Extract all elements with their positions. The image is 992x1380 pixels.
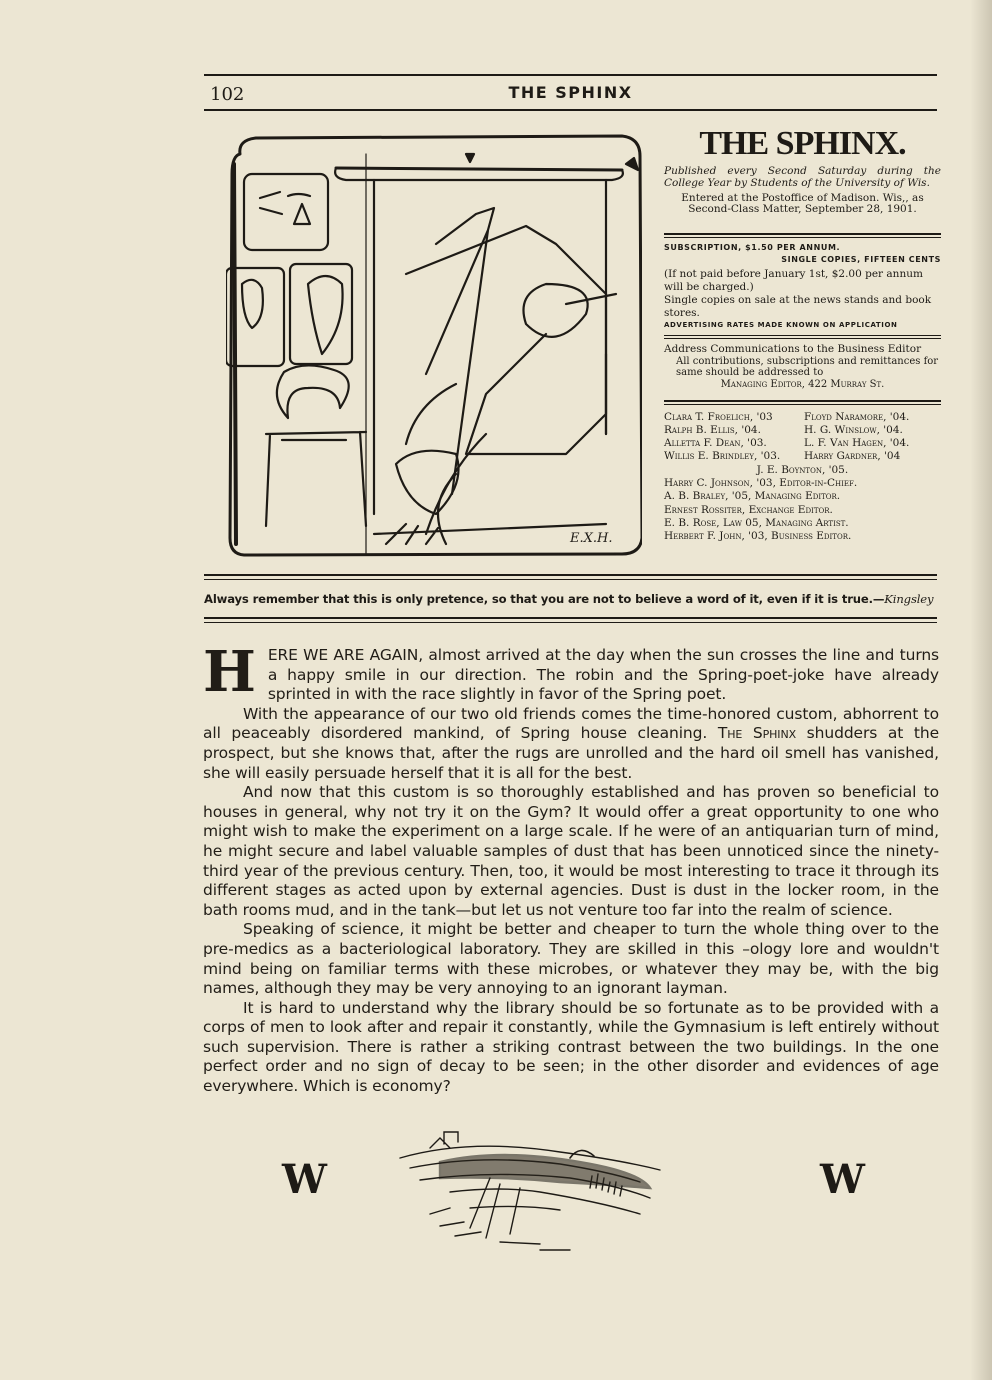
paragraph: Speaking of science, it might be better and cheaper to turn the whole thing over to the pre-medics as a bacteriological laboratory. They are skilled in this –ology lore and wouldn't mind being on familiar terms with these microbes, or whatever they may be, with the big names, although they may be very annoying to an ignorant layman. bbox=[203, 920, 939, 998]
editorial-article bbox=[203, 639, 940, 1097]
staff-line: Harry C. Johnson, '03, Editor-in-Chief. bbox=[664, 476, 858, 489]
running-header bbox=[204, 82, 937, 106]
publication-note: Published every Second Saturday during the College Year by Students of the University of Wis. bbox=[664, 165, 941, 189]
drop-cap: H bbox=[203, 639, 256, 705]
page-number: 102 bbox=[210, 84, 245, 105]
header-top-rule bbox=[204, 74, 937, 76]
motto-bottom-rule bbox=[204, 617, 937, 619]
running-title: THE SPHINX bbox=[508, 83, 633, 102]
late-payment-note: (If not paid before January 1st, $2.00 per annum will be charged.) bbox=[664, 267, 923, 293]
motto-top-rule bbox=[204, 574, 937, 576]
contributions-note: All contributions, subscriptions and remittances for same should be addressed to bbox=[676, 356, 939, 378]
header-bottom-rule bbox=[204, 109, 937, 111]
staff-line: Ernest Rossiter, Exchange Editor. bbox=[664, 503, 833, 516]
paragraph-lead: ERE WE ARE AGAIN, bbox=[267, 646, 424, 664]
managing-editor-address: Managing Editor, 422 Murray St. bbox=[720, 379, 885, 390]
staff-line: E. B. Rose, Law 05, Managing Artist. bbox=[664, 516, 849, 529]
single-copies-rate: SINGLE COPIES, FIFTEEN CENTS bbox=[781, 254, 941, 264]
motto-author: Kingsley bbox=[884, 592, 934, 606]
entered-note bbox=[664, 193, 941, 215]
paragraph bbox=[203, 639, 940, 705]
paragraph-text: almost arrived at the day when the sun crosses the line and turns a happy smile in our direction. The robin and the Spring-poet-joke have already sprinted in with the race slightly in favor of the Spring poet. bbox=[267, 646, 940, 704]
masthead-rule bbox=[664, 335, 941, 337]
sphinx-illustration bbox=[226, 134, 642, 558]
staff-row: Ralph B. Ellis, '04. H. G. Winslow, '04. bbox=[664, 423, 903, 436]
masthead-rule bbox=[664, 338, 941, 339]
footer-letter-right: W bbox=[820, 1156, 865, 1203]
masthead-rule bbox=[664, 233, 941, 235]
paragraph: It is hard to understand why the library should be so fortunate as to be provided with a corps of men to look after and repair it constantly, while the Gymnasium is left entirely without such supervision. There is rather a striking contrast between the two buildings. In the one perfect order and no sign of decay to be seen; in the other disorder and evidences of age everywhere. Which is economy? bbox=[203, 998, 939, 1096]
masthead-rule bbox=[664, 404, 941, 405]
sphinx-name: The Sphinx bbox=[717, 724, 797, 743]
entered-line-1: Entered at the Postoffice of Madison. Wis,, as bbox=[681, 192, 924, 204]
footer-letter-left: W bbox=[282, 1156, 327, 1203]
address-note: Address Communications to the Business Editor bbox=[664, 343, 922, 355]
motto bbox=[204, 592, 937, 606]
staff-list bbox=[664, 411, 941, 544]
advertising-note: ADVERTISING RATES MADE KNOWN ON APPLICATION bbox=[664, 320, 898, 329]
staff-row: Willis E. Brindley, '03. Harry Gardner, '04 bbox=[664, 450, 901, 463]
staff-line: Herbert F. John, '03, Business Editor. bbox=[664, 530, 852, 543]
masthead-rule bbox=[664, 400, 941, 402]
staff-line: A. B. Braley, '05, Managing Editor. bbox=[664, 490, 841, 503]
staff-row: Alletta F. Dean, '03. L. F. Van Hagen, '04. bbox=[664, 437, 910, 450]
motto-top-rule bbox=[204, 579, 937, 580]
motto-bottom-rule bbox=[204, 622, 937, 623]
paragraph: With the appearance of our two old friends comes the time-honored custom, abhorrent to all peaceably disordered mankind, of Spring house cleaning. The Sphinx shudders at the prospect, but she knows that, after the rugs are unrolled and the hard oil smell has vanished, she will easily persuade herself that it is all for the best. bbox=[203, 704, 940, 782]
paragraph: And now that this custom is so thoroughly established and has proven so beneficial to houses in general, why not try it on the Gym? It would offer a great opportunity to one who might wish to make the experiment on a large scale. If he were of an antiquarian turn of mind, he might secure and label valuable samples of dust that has been unnoticed since the ninety-third year of the previous century. Then, too, it would be most interesting to trace it through its different stages as acted upon by external agencies. Dust is dust in the locker room, in the bath rooms mud, and in the tank—but let us not venture too far into the realm of science. bbox=[203, 783, 939, 919]
subscription-rate: SUBSCRIPTION, $1.50 PER ANNUM. bbox=[664, 242, 841, 252]
masthead-rule bbox=[664, 237, 941, 238]
staff-row: Clara T. Froelich, '03 Floyd Naramore, '04. bbox=[664, 410, 910, 423]
staff-line: J. E. Boynton, '05. bbox=[756, 463, 849, 476]
illustration-initials: E.X.H. bbox=[570, 531, 613, 546]
entered-line-2: Second-Class Matter, September 28, 1901. bbox=[688, 203, 917, 215]
motto-text: Always remember that this is only pretence, so that you are not to believe a word of it, even if it is true.— bbox=[204, 592, 885, 606]
news-stand-note: Single copies on sale at the news stands and book stores. bbox=[664, 293, 932, 319]
masthead bbox=[664, 126, 941, 543]
masthead-title: THE SPHINX. bbox=[699, 125, 906, 162]
